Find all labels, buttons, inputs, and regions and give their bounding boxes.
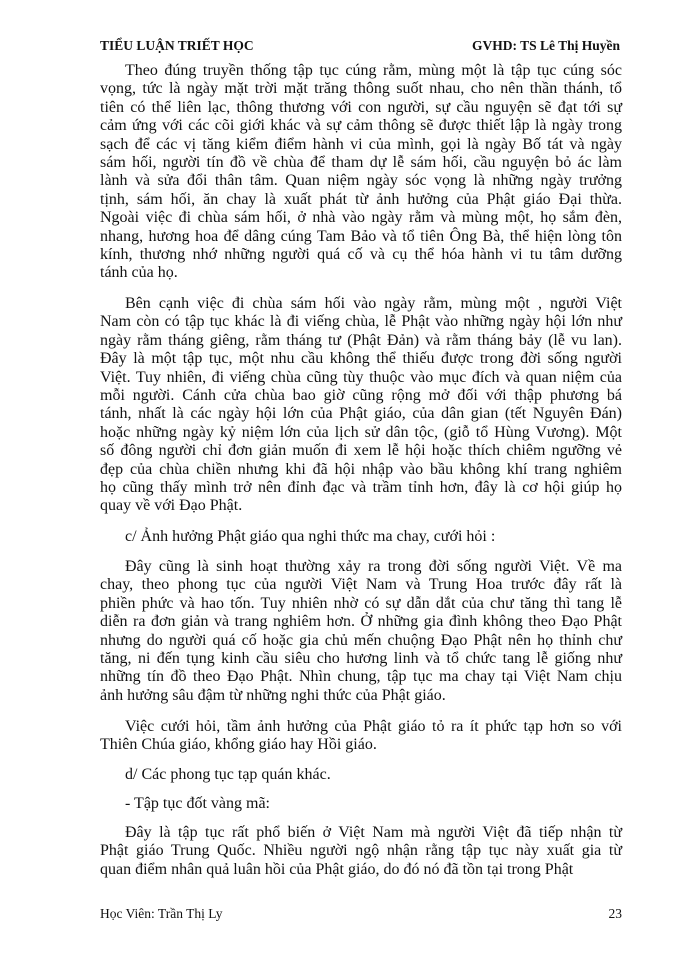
footer-student: Học Viên: Trần Thị Ly xyxy=(100,906,223,921)
text-line: vọng, tức là ngày mặt trời mặt trăng thông suốt nhau, cho nên thần thánh, tổ xyxy=(100,80,622,98)
text-line: những tín đồ theo Đạo Phật. Nhìn chung, tập tục ma chay tại Việt Nam chịu xyxy=(100,668,622,686)
text-line: cảm ứng với các cõi giới khác và sự cảm thông sẽ được thiết lập là ngày trong xyxy=(100,117,622,135)
text-line: lành và sửa đổi thân tâm. Quan niệm ngày sóc vọng là những ngày trưởng xyxy=(100,172,622,190)
paragraph-cuoi-hoi xyxy=(100,718,622,755)
text-line: tiên có thể liên lạc, thông thương với con người, sự cầu nguyện sẽ đạt tới sự xyxy=(100,98,622,116)
text-line: tịnh, sám hối, ăn chay là xuất phát từ ảnh hưởng của Phật giáo Đại thừa. xyxy=(100,190,622,208)
text-line: Việc cưới hỏi, tầm ảnh hưởng của Phật giáo tỏ ra ít phức tạp hơn so với xyxy=(125,718,622,735)
text-line: Phật giáo Trung Quốc. Nhiều người ngộ nhận rằng tập tục này xuất gia từ xyxy=(100,842,622,860)
text-line: đẹp của chùa chiền nhưng khi đã hội nhập vào bầu không khí trang nghiêm xyxy=(100,460,622,478)
page-number: 23 xyxy=(608,906,622,921)
text-line: Nam còn có tập tục khác là đi viếng chùa, lễ Phật vào những ngày hội lớn như xyxy=(100,313,622,331)
text-line: tánh của họ. xyxy=(100,264,178,282)
section-heading-c: c/ Ảnh hưởng Phật giáo qua nghi thức ma chay, cưới hỏi : xyxy=(125,528,496,545)
text-line: mỗi người. Cánh cửa chùa bao giờ cũng rộng mở đối với thập phương bá xyxy=(100,386,622,404)
text-line: nhang, hương hoa để dâng cúng Tam Bảo và tổ tiên Ông Bà, thể hiện lòng tôn xyxy=(100,227,622,245)
text-line: Thiên Chúa giáo, khổng giáo hay Hồi giáo. xyxy=(100,736,377,754)
text-line: Ngoài việc đi chùa sám hối, ở nhà vào ngày rằm và mùng một, họ sắm đèn, xyxy=(100,209,622,227)
text-line: sám hối, người tín đồ về chùa để tham dự lễ sám hối, cầu nguyện bỏ ác làm xyxy=(100,153,622,171)
text-line: ngày rằm tháng giêng, rằm tháng tư (Phật Đản) và rằm tháng bảy (lễ vu lan). xyxy=(100,331,622,349)
text-line: phiền phức và hao tốn. Tuy nhiên nhờ có sự dẫn dắt của chư tăng thì tang lễ xyxy=(100,594,622,612)
paragraph-soc-vong xyxy=(100,62,622,283)
text-line: tăng, ni đến tụng kinh cầu siêu cho hương linh và tổ chức tang lễ giống như xyxy=(100,649,622,667)
text-line: họ cũng thấy mình trở nên đỉnh đạc và trầm tỉnh hơn, đây là cơ hội giúp họ xyxy=(100,478,622,496)
text-line: Bên cạnh việc đi chùa sám hối vào ngày rằm, mùng một , người Việt xyxy=(125,295,622,312)
text-line: sạch để các vị tăng kiểm điểm hành vi của mình, gọi là ngày Bố tát và ngày xyxy=(100,135,622,153)
text-line: tánh, nhất là các ngày hội lớn của Phật giáo, của dân gian (tết Nguyên Đán) xyxy=(100,405,622,423)
text-line: Việt. Tuy nhiên, đi viếng chùa cũng tùy thuộc vào mục đích và quan niệm của xyxy=(100,368,622,386)
text-line: kính, thương nhớ những người quá cố và cụ thể hóa hành vi tu tâm dưỡng xyxy=(100,245,622,263)
text-line: số đông người chỉ đơn giản muốn đi xem lễ hội hoặc thích chiêm ngưỡng vẻ xyxy=(100,442,622,460)
header-instructor: GVHD: TS Lê Thị Huyền xyxy=(471,38,620,53)
subheading-vang-ma: - Tập tục đốt vàng mã: xyxy=(125,795,270,812)
text-line: diễn ra đơn giản và trang nghiêm hơn. Ở những gia đình không theo Đạo Phật xyxy=(100,613,622,631)
text-line: Đây là một tập tục, một nhu cầu không thể thiếu được trong đời sống người xyxy=(100,350,622,368)
header-title: TIỂU LUẬN TRIẾT HỌC xyxy=(100,38,254,53)
text-line: Đây là tập tục rất phổ biến ở Việt Nam mà người Việt đã tiếp nhận từ xyxy=(125,824,622,841)
text-line: hoặc những ngày kỷ niệm lớn của lịch sử dân tộc, (giỗ tổ Hùng Vương). Một xyxy=(100,423,622,441)
text-line: quan điểm nhân quả luân hồi của Phật giáo, do đó nó đã tồn tại trong Phật xyxy=(100,860,574,878)
text-line: Theo đúng truyền thống tập tục cúng rằm, mùng một là tập tục cúng sóc xyxy=(125,62,622,79)
text-line: nhưng do người quá cố hoặc gia chủ mến chuộng Đạo Phật nên họ thỉnh chư xyxy=(100,631,622,649)
section-heading-d: d/ Các phong tục tạp quán khác. xyxy=(125,766,331,783)
paragraph-vieng-chua xyxy=(100,295,622,516)
text-line: chay, theo phong tục của người Việt Nam và Trung Hoa trước đây rất là xyxy=(100,576,622,594)
text-line: Đây cũng là sinh hoạt thường xảy ra trong đời sống người Việt. Về ma xyxy=(125,558,622,575)
text-line: quay về với Đạo Phật. xyxy=(100,497,243,515)
paragraph-ma-chay xyxy=(100,558,622,705)
paragraph-vang-ma xyxy=(100,824,622,879)
text-line: ảnh hưởng sâu đậm từ những nghi thức của Phật giáo. xyxy=(100,686,446,704)
